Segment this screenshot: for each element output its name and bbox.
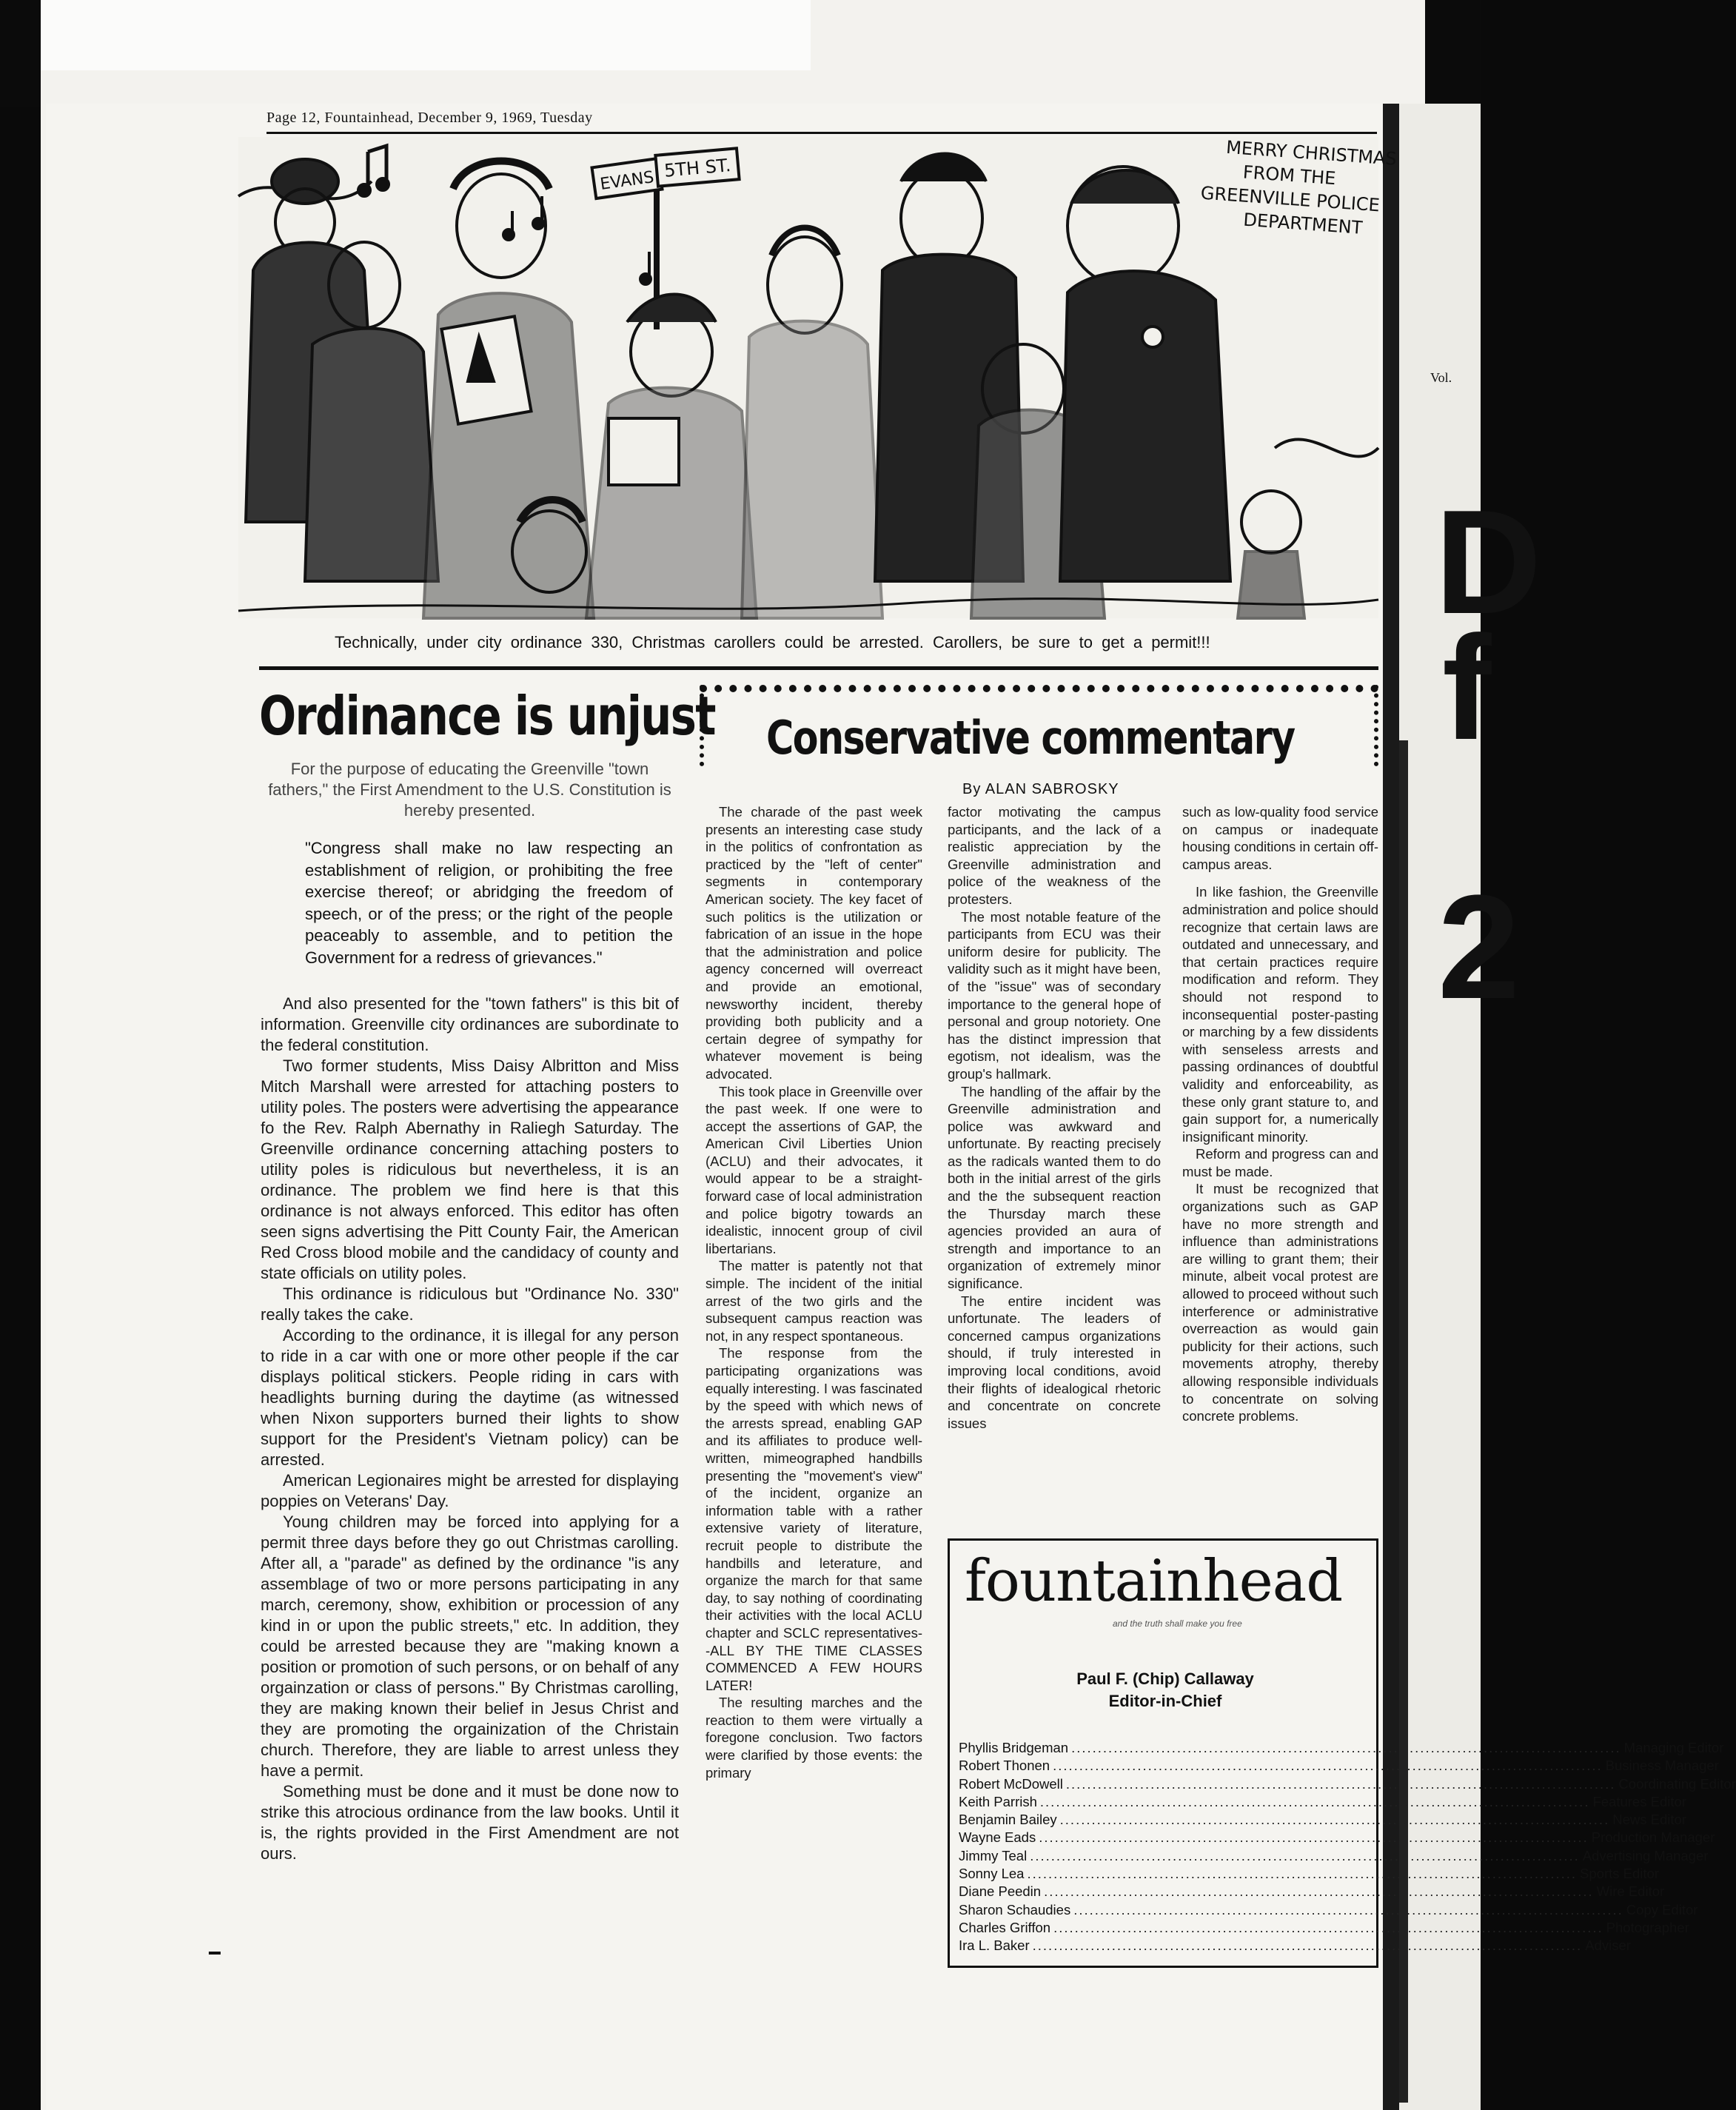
commentary-paragraph: This took place in Greenville over the past week. If one were to accept the assertions of GAP, the American Civil Liberties Union (ACLU) and their advocates, it would appear to be a straight-forward case of local administration and police bigotry towards an idealistic, innocent group of civil libertarians. bbox=[706, 1083, 922, 1256]
commentary-column-3 bbox=[1182, 803, 1378, 1425]
staff-role: News Editor bbox=[1612, 1812, 1686, 1828]
header-rule bbox=[267, 132, 1377, 134]
article-paragraph: And also presented for the "town fathers" is this bit of information. Greenville city ordinances are subordinate to the federal constitution. bbox=[261, 994, 679, 1054]
staff-name: Robert Thonen bbox=[959, 1758, 1050, 1774]
commentary-paragraph: The handling of the affair by the Greenville administration and police was awkward and unfortunate. By reacting precisely as the radicals wanted them to do both in the initial arrest of the girls and the the subsequent reaction the Thursday march these agencies provided an aura of strength and importance to an organization of extremely minor significance. bbox=[948, 1083, 1161, 1292]
staff-role: Wire Editor bbox=[1596, 1883, 1665, 1900]
article-paragraph: Young children may be forced into applying for a permit three days before they go out Christmas carolling. After all, a "parade" as defined by the ordinance "is any assemblage of two or more persons participating in any march, ceremony, show, exhibition or procession of any kind in or upon the public streets," etc. In addition, they could be arrested because they are "making known a position or promotion of such persons, or on behalf of any orgainzation or class of persons." By Christmas carolling, they are making known their belief in Jesus Christ and they are promoting the orgainization of the Christain church. Therefore, they are liable to arrest unless they have a permit. bbox=[261, 1513, 679, 1780]
staff-role: Coordinating Editor bbox=[1618, 1775, 1736, 1792]
staff-name: Wayne Eads bbox=[959, 1829, 1036, 1846]
cartoon-speech-1: MERRY CHRISTMAS bbox=[1225, 136, 1398, 170]
commentary-paragraph: The matter is patently not that simple. The incident of the initial arrest of the two girls and the subsequent campus reaction was not, in any respect spontaneous. bbox=[706, 1258, 922, 1344]
staff-row bbox=[959, 1901, 1698, 1919]
adjacent-letter-3: 2 bbox=[1438, 865, 1521, 1030]
cartoon-speech-4: DEPARTMENT bbox=[1242, 209, 1364, 238]
staff-name: Phyllis Bridgeman bbox=[959, 1740, 1069, 1755]
commentary-paragraph: such as low-quality food service on campus or inadequate housing conditions in certain off-campus areas. bbox=[1182, 804, 1378, 872]
article-paragraph: Two former students, Miss Daisy Albritton and Miss Mitch Marshall were arrested for attaching posters to utility poles. The posters were advertising the appearance fo the Rev. Ralph Abernathy in Raliegh Saturday. The Greenville ordinance concerning attaching posters to utility poles is ridiculous but nevertheless, it is an ordinance. The problem we find here is that this ordinance is not always enforced. This editor has often seen signs advertising the Pitt County Fair, the American Red Cross blood mobile and the candidacy of county and state officials on utility poles. bbox=[261, 1056, 679, 1282]
commentary-paragraph: The resulting marches and the reaction to them were virtually a foregone conclusion. Two factors were clarified by those events: the primary bbox=[706, 1695, 922, 1781]
commentary-headline: Conservative commentary bbox=[766, 711, 1295, 765]
commentary-paragraph: Reform and progress can and must be made. bbox=[1182, 1146, 1378, 1179]
staff-role: Business Manager bbox=[1605, 1758, 1719, 1774]
staff-name: Keith Parrish bbox=[959, 1793, 1037, 1809]
commentary-byline: By ALAN SABROSKY bbox=[962, 781, 1119, 797]
commentary-paragraph: The response from the participating organizations was equally interesting. I was fascinated by the speed with which news of the arrests spread, enabling GAP and its affiliates to produce well-written, mimeographed handbills presenting the "movement's view" of the incident, organize an information table with a rather extensive variety of literature, recruit people to distribute the handbills and leterature, and organize the march for that same day, to say nothing of coordinating their activities with the local ACLU chapter and SCLC representatives--ALL BY THE TIME CLASSES COMMENCED A FEW HOURS LATER! bbox=[706, 1345, 922, 1693]
staff-name: Benjamin Bailey bbox=[959, 1812, 1057, 1828]
editor-title: Editor-in-Chief bbox=[1108, 1692, 1222, 1710]
ordinance-headline: Ordinance is unjust bbox=[259, 685, 715, 747]
commentary-paragraph: The most notable feature of the participants from ECU was their uniform desire for publicity. The validity such as it might have been, of the "issue" was of secondary importance to the general hope of personal and group notoriety. One has the distinct impression that egotism, not idealism, was the group's hallmark. bbox=[948, 908, 1161, 1082]
masthead-box bbox=[948, 1538, 1736, 1968]
cartoon-caption: Technically, under city ordinance 330, Christmas carollers could be arrested. Carollers, be sure to get a permit!!! bbox=[335, 633, 1210, 652]
staff-role: Sports Editor bbox=[1580, 1866, 1659, 1882]
staff-row bbox=[959, 1847, 1709, 1865]
staff-role: Adviser bbox=[1585, 1937, 1631, 1954]
staff-row bbox=[959, 1793, 1686, 1811]
commentary-paragraph: The charade of the past week presents an interesting case study in the politics of confrontation as practiced by the "left of center" segments in contemporary American society. The key facet of such politics is the utilization or fabrication of an issue in the hope that the administration and police agency concerned will overreact and provide an emotional, newsworthy incident, thereby providing both publicity and a certain degree of sympathy for whatever movement is being advocated. bbox=[706, 804, 922, 1082]
staff-row bbox=[959, 1883, 1665, 1900]
staff-name: Sharon Schaudies bbox=[959, 1901, 1071, 1918]
staff-role: Advertising Manager bbox=[1582, 1847, 1709, 1863]
staff-row bbox=[959, 1829, 1715, 1846]
article-paragraph: According to the ordinance, it is illegal for any person to ride in a car with one or more other people if the car displays political stickers. People riding in cars with headlights burning during the daytime (as witnessed when Nixon supporters burned their lights to show support for the President's Vietnam policy) can be arrested. bbox=[261, 1326, 679, 1469]
cartoon-illustration bbox=[238, 136, 1398, 618]
staff-row bbox=[959, 1937, 1631, 1955]
page-header: Page 12, Fountainhead, December 9, 1969, Tuesday bbox=[267, 110, 593, 126]
staff-name: Jimmy Teal bbox=[959, 1847, 1028, 1863]
article-paragraph: American Legionaires might be arrested for displaying poppies on Veterans' Day. bbox=[261, 1471, 679, 1510]
margin-mark bbox=[209, 1952, 221, 1955]
commentary-column-1 bbox=[706, 803, 922, 1781]
staff-row bbox=[959, 1739, 1724, 1757]
staff-row bbox=[959, 1811, 1686, 1829]
editor-in-chief bbox=[950, 1668, 1381, 1712]
staff-name: Sonny Lea bbox=[959, 1866, 1025, 1882]
article-paragraph: Something must be done and it must be done now to strike this atrocious ordinance from the law books. Until it is, the rights provided in the First Amendment are not ours. bbox=[261, 1782, 679, 1863]
staff-role: Managing Editor bbox=[1623, 1740, 1724, 1755]
commentary-column-2 bbox=[948, 803, 1161, 1432]
staff-role: Features Editor bbox=[1592, 1793, 1686, 1809]
staff-row bbox=[959, 1775, 1736, 1793]
street-sign-right: 5TH ST. bbox=[663, 155, 732, 181]
staff-name: Robert McDowell bbox=[959, 1775, 1063, 1792]
adjacent-vol: Vol. bbox=[1430, 370, 1452, 385]
staff-row bbox=[959, 1865, 1659, 1883]
first-amendment-quote: "Congress shall make no law respecting an establishment of religion, or prohibiting the free exercise thereof; or abridging the freedom of speech, or of the press; or the right of the people peaceably to assemble, and to petition the Government for a redress of grievances." bbox=[305, 839, 673, 967]
staff-role: Production Manager bbox=[1591, 1829, 1715, 1846]
adjacent-letter-1: D bbox=[1435, 480, 1542, 645]
staff-name: Charles Griffon bbox=[959, 1919, 1051, 1935]
staff-name: Ira L. Baker bbox=[959, 1937, 1030, 1954]
masthead-tagline: and the truth shall make you free bbox=[1113, 1618, 1242, 1629]
masthead-title: fountainhead bbox=[965, 1548, 1343, 1615]
cartoon-speech-3: GREENVILLE POLICE bbox=[1199, 182, 1381, 216]
commentary-paragraph: The entire incident was unfortunate. The leaders of concerned campus organizations should, if truly interested in improving local conditions, avoid their flights of idealogical rhetoric and concentrate on concrete issues bbox=[948, 1293, 1161, 1431]
ordinance-article bbox=[261, 759, 679, 1864]
cartoon-speech-2: FROM THE bbox=[1242, 161, 1337, 190]
page-fold bbox=[41, 0, 811, 70]
staff-name: Diane Peedin bbox=[959, 1883, 1042, 1900]
section-rule bbox=[259, 666, 1378, 670]
staff-list bbox=[959, 1739, 1736, 1955]
staff-row bbox=[959, 1757, 1719, 1775]
commentary-paragraph: It must be recognized that organizations such as GAP have no more strength and influence than administrations are willing to grant them; their minute, albeit vocal protest are allowed to proceed without such interference or administrative overreaction as would gain publicity for their actions, such movements atrophy, thereby allowing responsible individuals to concentrate on solving concrete problems. bbox=[1182, 1181, 1378, 1424]
article-intro: For the purpose of educating the Greenville "town fathers," the First Amendment to the U.S. Constitution is hereby presented. bbox=[268, 760, 671, 820]
article-paragraph: This ordinance is ridiculous but "Ordinance No. 330" really takes the cake. bbox=[261, 1285, 679, 1324]
street-sign-left: EVANS bbox=[599, 168, 655, 194]
staff-row bbox=[959, 1919, 1689, 1937]
commentary-paragraph: factor motivating the campus participants, and the lack of a realistic appreciation by the Greenville administration and police of the weakness of the protesters. bbox=[948, 804, 1161, 907]
adjacent-letter-2: f bbox=[1442, 606, 1492, 771]
commentary-paragraph: In like fashion, the Greenville administration and police should recognize that certain laws are outdated and unnecessary, and that certain practices require modification and reform. They should not respond to inconsequential poster-pasting or marching by a few dissidents with senseless arrests and passing ordinances of doubtful validity and enforceability, as these only grant stature to, and gain support for, a numerically insignificant minority. bbox=[1182, 884, 1378, 1145]
staff-role: Copy Editor bbox=[1626, 1901, 1698, 1918]
editor-name: Paul F. (Chip) Callaway bbox=[1076, 1669, 1254, 1688]
staff-role: Photographer bbox=[1606, 1919, 1689, 1935]
